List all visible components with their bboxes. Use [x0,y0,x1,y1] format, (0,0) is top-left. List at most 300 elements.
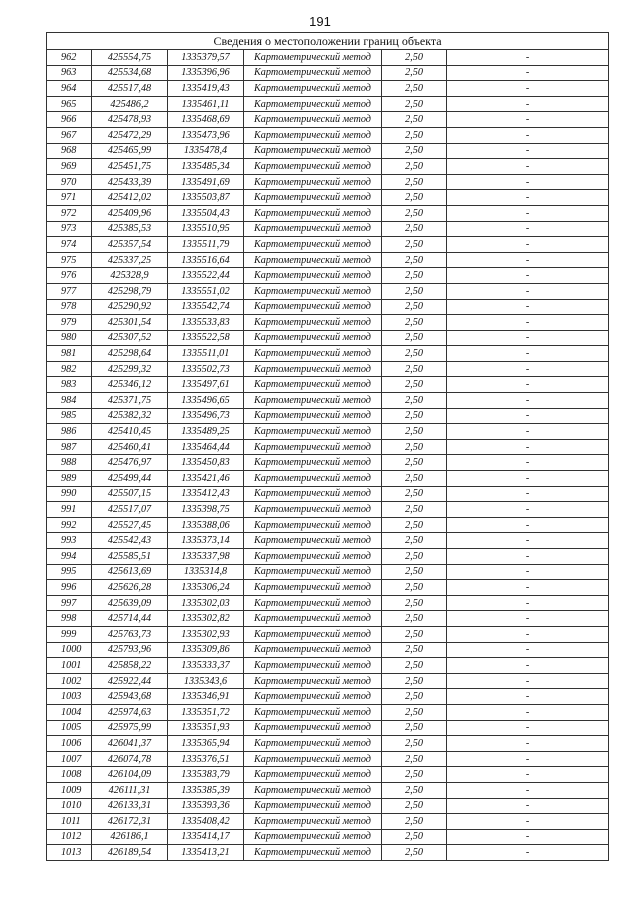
method-cell: Картометрический метод [244,439,382,455]
table-row [47,50,609,66]
y-coordinate-cell: 1335396,96 [168,65,244,81]
y-coordinate-cell: 1335333,37 [168,658,244,674]
x-coordinate-cell: 426111,31 [92,782,168,798]
table-row [47,751,609,767]
note-cell: - [447,361,609,377]
y-coordinate-cell: 1335309,86 [168,642,244,658]
accuracy-cell: 2,50 [382,299,447,315]
accuracy-cell: 2,50 [382,127,447,143]
accuracy-cell: 2,50 [382,829,447,845]
table-row [47,143,609,159]
x-coordinate-cell: 425433,39 [92,174,168,190]
point-number-cell: 976 [47,268,92,284]
x-coordinate-cell: 426074,78 [92,751,168,767]
method-cell: Картометрический метод [244,751,382,767]
point-number-cell: 1001 [47,658,92,674]
x-coordinate-cell: 425371,75 [92,393,168,409]
method-cell: Картометрический метод [244,315,382,331]
table-row [47,486,609,502]
table-row [47,455,609,471]
table-row [47,127,609,143]
y-coordinate-cell: 1335511,79 [168,237,244,253]
method-cell: Картометрический метод [244,81,382,97]
table-row [47,65,609,81]
point-number-cell: 986 [47,424,92,440]
accuracy-cell: 2,50 [382,50,447,66]
method-cell: Картометрический метод [244,517,382,533]
x-coordinate-cell: 425793,96 [92,642,168,658]
method-cell: Картометрический метод [244,221,382,237]
note-cell: - [447,112,609,128]
x-coordinate-cell: 425626,28 [92,580,168,596]
y-coordinate-cell: 1335502,73 [168,361,244,377]
x-coordinate-cell: 425412,02 [92,190,168,206]
note-cell: - [447,658,609,674]
method-cell: Картометрический метод [244,502,382,518]
method-cell: Картометрический метод [244,767,382,783]
method-cell: Картометрический метод [244,408,382,424]
x-coordinate-cell: 425554,75 [92,50,168,66]
note-cell: - [447,299,609,315]
table-row [47,268,609,284]
point-number-cell: 975 [47,252,92,268]
y-coordinate-cell: 1335478,4 [168,143,244,159]
y-coordinate-cell: 1335351,93 [168,720,244,736]
note-cell: - [447,767,609,783]
table-row [47,346,609,362]
point-number-cell: 1013 [47,845,92,861]
point-number-cell: 970 [47,174,92,190]
method-cell: Картометрический метод [244,814,382,830]
x-coordinate-cell: 425460,41 [92,439,168,455]
point-number-cell: 967 [47,127,92,143]
y-coordinate-cell: 1335346,91 [168,689,244,705]
table-title-row [47,33,609,50]
accuracy-cell: 2,50 [382,471,447,487]
table-row [47,237,609,253]
point-number-cell: 968 [47,143,92,159]
note-cell: - [447,704,609,720]
point-number-cell: 1011 [47,814,92,830]
accuracy-cell: 2,50 [382,361,447,377]
note-cell: - [447,549,609,565]
note-cell: - [447,814,609,830]
y-coordinate-cell: 1335306,24 [168,580,244,596]
y-coordinate-cell: 1335379,57 [168,50,244,66]
accuracy-cell: 2,50 [382,81,447,97]
method-cell: Картометрический метод [244,782,382,798]
method-cell: Картометрический метод [244,159,382,175]
method-cell: Картометрический метод [244,580,382,596]
note-cell: - [447,439,609,455]
y-coordinate-cell: 1335337,98 [168,549,244,565]
table-row [47,408,609,424]
method-cell: Картометрический метод [244,96,382,112]
y-coordinate-cell: 1335388,06 [168,517,244,533]
note-cell: - [447,237,609,253]
method-cell: Картометрический метод [244,533,382,549]
method-cell: Картометрический метод [244,595,382,611]
accuracy-cell: 2,50 [382,549,447,565]
accuracy-cell: 2,50 [382,96,447,112]
point-number-cell: 962 [47,50,92,66]
point-number-cell: 1000 [47,642,92,658]
x-coordinate-cell: 425585,51 [92,549,168,565]
x-coordinate-cell: 425472,29 [92,127,168,143]
accuracy-cell: 2,50 [382,720,447,736]
table-row [47,829,609,845]
y-coordinate-cell: 1335510,95 [168,221,244,237]
y-coordinate-cell: 1335398,75 [168,502,244,518]
method-cell: Картометрический метод [244,299,382,315]
note-cell: - [447,595,609,611]
y-coordinate-cell: 1335376,51 [168,751,244,767]
note-cell: - [447,471,609,487]
y-coordinate-cell: 1335522,44 [168,268,244,284]
y-coordinate-cell: 1335314,8 [168,564,244,580]
note-cell: - [447,502,609,518]
y-coordinate-cell: 1335491,69 [168,174,244,190]
y-coordinate-cell: 1335496,73 [168,408,244,424]
y-coordinate-cell: 1335489,25 [168,424,244,440]
x-coordinate-cell: 425943,68 [92,689,168,705]
method-cell: Картометрический метод [244,673,382,689]
y-coordinate-cell: 1335542,74 [168,299,244,315]
x-coordinate-cell: 425542,43 [92,533,168,549]
accuracy-cell: 2,50 [382,611,447,627]
accuracy-cell: 2,50 [382,533,447,549]
accuracy-cell: 2,50 [382,580,447,596]
table-row [47,720,609,736]
x-coordinate-cell: 425763,73 [92,626,168,642]
accuracy-cell: 2,50 [382,268,447,284]
table-row [47,580,609,596]
method-cell: Картометрический метод [244,704,382,720]
x-coordinate-cell: 425974,63 [92,704,168,720]
table-row [47,642,609,658]
table-row [47,299,609,315]
method-cell: Картометрический метод [244,829,382,845]
accuracy-cell: 2,50 [382,626,447,642]
accuracy-cell: 2,50 [382,205,447,221]
note-cell: - [447,65,609,81]
table-title: Сведения о местоположении границ объекта [47,33,609,50]
note-cell: - [447,408,609,424]
accuracy-cell: 2,50 [382,439,447,455]
y-coordinate-cell: 1335464,44 [168,439,244,455]
table-row [47,814,609,830]
accuracy-cell: 2,50 [382,689,447,705]
note-cell: - [447,611,609,627]
x-coordinate-cell: 425357,54 [92,237,168,253]
x-coordinate-cell: 426133,31 [92,798,168,814]
table-row [47,517,609,533]
y-coordinate-cell: 1335302,03 [168,595,244,611]
note-cell: - [447,455,609,471]
table-row [47,471,609,487]
x-coordinate-cell: 425409,96 [92,205,168,221]
point-number-cell: 1008 [47,767,92,783]
x-coordinate-cell: 425975,99 [92,720,168,736]
point-number-cell: 993 [47,533,92,549]
note-cell: - [447,673,609,689]
y-coordinate-cell: 1335450,83 [168,455,244,471]
x-coordinate-cell: 425301,54 [92,315,168,331]
y-coordinate-cell: 1335473,96 [168,127,244,143]
accuracy-cell: 2,50 [382,408,447,424]
point-number-cell: 1003 [47,689,92,705]
x-coordinate-cell: 425478,93 [92,112,168,128]
note-cell: - [447,50,609,66]
method-cell: Картометрический метод [244,283,382,299]
point-number-cell: 1005 [47,720,92,736]
point-number-cell: 995 [47,564,92,580]
table-row [47,595,609,611]
note-cell: - [447,346,609,362]
accuracy-cell: 2,50 [382,221,447,237]
accuracy-cell: 2,50 [382,455,447,471]
accuracy-cell: 2,50 [382,424,447,440]
y-coordinate-cell: 1335343,6 [168,673,244,689]
accuracy-cell: 2,50 [382,65,447,81]
method-cell: Картометрический метод [244,455,382,471]
accuracy-cell: 2,50 [382,704,447,720]
y-coordinate-cell: 1335496,65 [168,393,244,409]
method-cell: Картометрический метод [244,626,382,642]
point-number-cell: 971 [47,190,92,206]
point-number-cell: 994 [47,549,92,565]
x-coordinate-cell: 426041,37 [92,736,168,752]
table-row [47,549,609,565]
y-coordinate-cell: 1335511,01 [168,346,244,362]
y-coordinate-cell: 1335516,64 [168,252,244,268]
table-row [47,221,609,237]
accuracy-cell: 2,50 [382,393,447,409]
point-number-cell: 973 [47,221,92,237]
x-coordinate-cell: 425298,64 [92,346,168,362]
x-coordinate-cell: 425507,15 [92,486,168,502]
accuracy-cell: 2,50 [382,112,447,128]
method-cell: Картометрический метод [244,205,382,221]
point-number-cell: 1004 [47,704,92,720]
method-cell: Картометрический метод [244,798,382,814]
point-number-cell: 984 [47,393,92,409]
accuracy-cell: 2,50 [382,642,447,658]
note-cell: - [447,751,609,767]
point-number-cell: 990 [47,486,92,502]
table-row [47,252,609,268]
x-coordinate-cell: 425299,32 [92,361,168,377]
point-number-cell: 999 [47,626,92,642]
y-coordinate-cell: 1335504,43 [168,205,244,221]
table-row [47,689,609,705]
note-cell: - [447,252,609,268]
point-number-cell: 974 [47,237,92,253]
method-cell: Картометрический метод [244,564,382,580]
method-cell: Картометрический метод [244,845,382,861]
y-coordinate-cell: 1335419,43 [168,81,244,97]
note-cell: - [447,517,609,533]
method-cell: Картометрический метод [244,268,382,284]
table-row [47,611,609,627]
x-coordinate-cell: 425527,45 [92,517,168,533]
note-cell: - [447,564,609,580]
accuracy-cell: 2,50 [382,315,447,331]
x-coordinate-cell: 425922,44 [92,673,168,689]
point-number-cell: 991 [47,502,92,518]
x-coordinate-cell: 425328,9 [92,268,168,284]
x-coordinate-cell: 425476,97 [92,455,168,471]
method-cell: Картометрический метод [244,112,382,128]
point-number-cell: 977 [47,283,92,299]
y-coordinate-cell: 1335365,94 [168,736,244,752]
note-cell: - [447,190,609,206]
x-coordinate-cell: 425382,32 [92,408,168,424]
table-row [47,704,609,720]
table-row [47,845,609,861]
accuracy-cell: 2,50 [382,283,447,299]
table-row [47,564,609,580]
note-cell: - [447,143,609,159]
x-coordinate-cell: 425346,12 [92,377,168,393]
y-coordinate-cell: 1335412,43 [168,486,244,502]
y-coordinate-cell: 1335461,11 [168,96,244,112]
accuracy-cell: 2,50 [382,377,447,393]
method-cell: Картометрический метод [244,252,382,268]
x-coordinate-cell: 425290,92 [92,299,168,315]
x-coordinate-cell: 425337,25 [92,252,168,268]
method-cell: Картометрический метод [244,174,382,190]
y-coordinate-cell: 1335413,21 [168,845,244,861]
accuracy-cell: 2,50 [382,736,447,752]
note-cell: - [447,174,609,190]
method-cell: Картометрический метод [244,50,382,66]
method-cell: Картометрический метод [244,611,382,627]
table-row [47,424,609,440]
point-number-cell: 1009 [47,782,92,798]
accuracy-cell: 2,50 [382,143,447,159]
method-cell: Картометрический метод [244,424,382,440]
point-number-cell: 979 [47,315,92,331]
x-coordinate-cell: 425298,79 [92,283,168,299]
x-coordinate-cell: 426186,1 [92,829,168,845]
note-cell: - [447,424,609,440]
table-row [47,533,609,549]
note-cell: - [447,720,609,736]
point-number-cell: 978 [47,299,92,315]
accuracy-cell: 2,50 [382,798,447,814]
y-coordinate-cell: 1335383,79 [168,767,244,783]
method-cell: Картометрический метод [244,346,382,362]
note-cell: - [447,533,609,549]
note-cell: - [447,393,609,409]
method-cell: Картометрический метод [244,190,382,206]
table-row [47,439,609,455]
note-cell: - [447,315,609,331]
accuracy-cell: 2,50 [382,346,447,362]
accuracy-cell: 2,50 [382,330,447,346]
point-number-cell: 989 [47,471,92,487]
accuracy-cell: 2,50 [382,814,447,830]
point-number-cell: 966 [47,112,92,128]
accuracy-cell: 2,50 [382,658,447,674]
method-cell: Картометрический метод [244,330,382,346]
accuracy-cell: 2,50 [382,502,447,518]
method-cell: Картометрический метод [244,471,382,487]
y-coordinate-cell: 1335302,93 [168,626,244,642]
table-row [47,377,609,393]
x-coordinate-cell: 425465,99 [92,143,168,159]
page-number: 191 [309,14,331,29]
table-row [47,673,609,689]
table-row [47,361,609,377]
y-coordinate-cell: 1335468,69 [168,112,244,128]
x-coordinate-cell: 425385,53 [92,221,168,237]
x-coordinate-cell: 425410,45 [92,424,168,440]
table-row [47,205,609,221]
note-cell: - [447,221,609,237]
accuracy-cell: 2,50 [382,782,447,798]
table-row [47,626,609,642]
note-cell: - [447,377,609,393]
point-number-cell: 981 [47,346,92,362]
y-coordinate-cell: 1335408,42 [168,814,244,830]
method-cell: Картометрический метод [244,127,382,143]
table-row [47,798,609,814]
note-cell: - [447,159,609,175]
x-coordinate-cell: 425534,68 [92,65,168,81]
table-row [47,159,609,175]
y-coordinate-cell: 1335414,17 [168,829,244,845]
method-cell: Картометрический метод [244,549,382,565]
y-coordinate-cell: 1335551,02 [168,283,244,299]
point-number-cell: 992 [47,517,92,533]
accuracy-cell: 2,50 [382,767,447,783]
table-row [47,502,609,518]
method-cell: Картометрический метод [244,720,382,736]
point-number-cell: 969 [47,159,92,175]
point-number-cell: 1002 [47,673,92,689]
y-coordinate-cell: 1335533,83 [168,315,244,331]
note-cell: - [447,330,609,346]
method-cell: Картометрический метод [244,65,382,81]
method-cell: Картометрический метод [244,393,382,409]
note-cell: - [447,798,609,814]
accuracy-cell: 2,50 [382,517,447,533]
table-row [47,112,609,128]
accuracy-cell: 2,50 [382,845,447,861]
method-cell: Картометрический метод [244,361,382,377]
table-row [47,782,609,798]
table-row [47,393,609,409]
table-row [47,658,609,674]
method-cell: Картометрический метод [244,689,382,705]
point-number-cell: 964 [47,81,92,97]
x-coordinate-cell: 426189,54 [92,845,168,861]
y-coordinate-cell: 1335302,82 [168,611,244,627]
y-coordinate-cell: 1335522,58 [168,330,244,346]
point-number-cell: 972 [47,205,92,221]
point-number-cell: 983 [47,377,92,393]
note-cell: - [447,642,609,658]
note-cell: - [447,580,609,596]
note-cell: - [447,689,609,705]
y-coordinate-cell: 1335503,87 [168,190,244,206]
method-cell: Картометрический метод [244,736,382,752]
point-number-cell: 996 [47,580,92,596]
x-coordinate-cell: 425613,69 [92,564,168,580]
note-cell: - [447,782,609,798]
